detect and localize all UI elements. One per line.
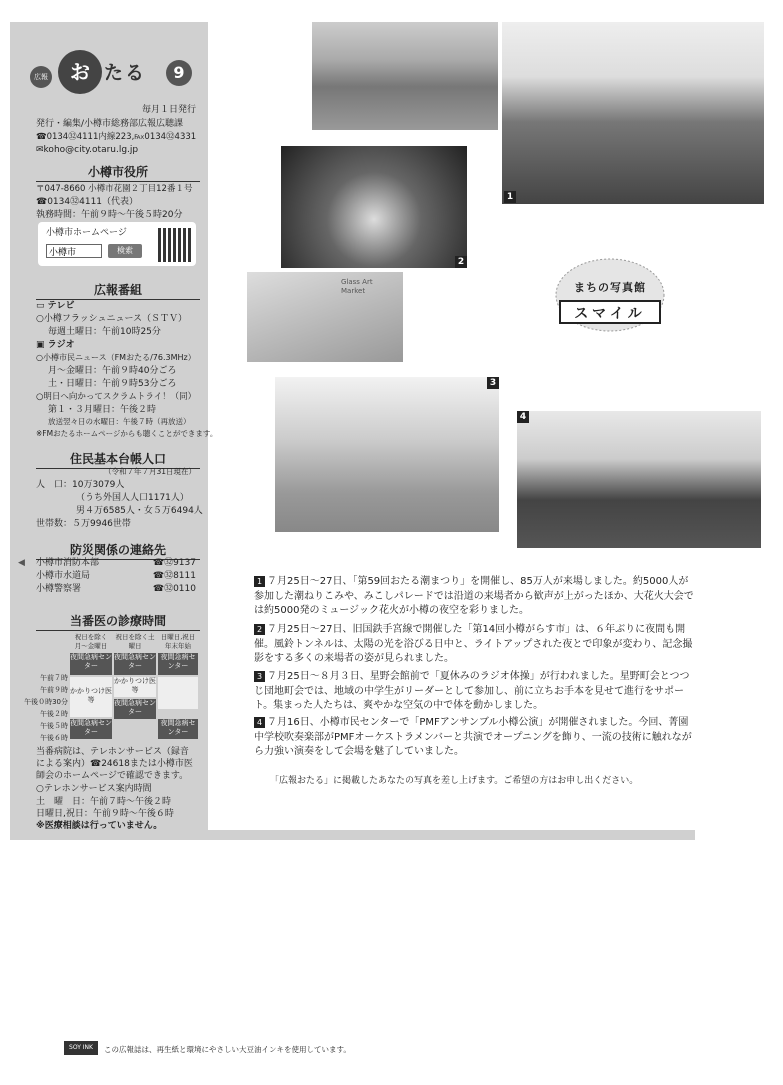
population-date: （令和７年７月31日現在） xyxy=(103,467,196,476)
contact-name: 小樽警察署 xyxy=(36,584,82,594)
radio-program-2: ○明日へ向かってスクラムトライ！（同） xyxy=(36,392,197,402)
soy-ink-mark: SOY INK xyxy=(64,1041,98,1055)
medical-warning: ※医療相談は行っていません。 xyxy=(36,821,163,831)
email: ✉koho@city.otaru.lg.jp xyxy=(36,145,139,155)
tv-time: 毎週土曜日：午前10時25分 xyxy=(48,327,161,337)
logo-o-circle: お xyxy=(58,50,102,94)
caption-number: 2 xyxy=(254,624,265,635)
clinic-note-3: 師会のホームページで確認できます。 xyxy=(36,771,189,781)
holiday-late-emergency: 夜間急病センター xyxy=(158,719,198,739)
photo-festival-float xyxy=(502,22,764,204)
homepage-search-box xyxy=(38,222,196,266)
saturday-early-emergency: 夜間急病センター xyxy=(114,653,156,675)
clinic-time-label: 午後０時30分 xyxy=(24,698,68,706)
radio-time-rebroadcast: 放送翌々日の水曜日：午後７時（再放送） xyxy=(48,417,191,426)
population-heading: 住民基本台帳人口 xyxy=(36,450,200,469)
homepage-label: 小樽市ホームページ xyxy=(46,228,127,238)
stamp-bottom-text: スマイル xyxy=(574,306,646,322)
tel-fax: ☎0134㉜4111内線223,℻0134㉜4331 xyxy=(36,132,197,142)
photo-offer-note: 「広報おたる」に掲載したあなたの写真を差し上げます。ご希望の方はお申し出ください。 xyxy=(270,776,639,786)
clinic-time-label: 午前９時 xyxy=(40,686,68,694)
publisher: 発行・編集/小樽市総務部広報広聴課 xyxy=(36,119,184,129)
population-gender: 男４万6585人・女５万6494人 xyxy=(76,506,203,516)
photo-2-label: 2 xyxy=(455,256,467,268)
caption-number: 1 xyxy=(254,576,265,587)
clinic-time-label: 午後２時 xyxy=(40,710,68,718)
weekday-early-emergency: 夜間急病センター xyxy=(70,653,112,675)
radio-icon: ▣ xyxy=(36,340,48,350)
tv-label: ▭ テレビ xyxy=(36,301,75,311)
disaster-heading: 防災関係の連絡先 xyxy=(36,541,200,560)
clinic-time-label: 午後５時 xyxy=(40,722,68,730)
stamp-top-text: まちの写真館 xyxy=(574,281,646,294)
radio-program: ○小樽市民ニュース（FMおたる/76.3MHz） xyxy=(36,353,196,362)
tv-icon: ▭ xyxy=(36,301,48,311)
col-saturday: 祝日を除く土曜日 xyxy=(115,633,155,650)
saturday-afternoon-emergency: 夜間急病センター xyxy=(114,699,156,719)
col-weekday: 祝日を除く月〜金曜日 xyxy=(74,633,108,650)
caption-3 xyxy=(254,670,694,714)
caption-text: ７月16日、小樽市民センターで「PMFアンサンブル小樽公演」が開催されました。今回、菁園中学校吹奏楽部がPMFオーケストラメンバーと共演でオープニングを飾り、一流の技術に触れながら力強い演奏をして会場を魅了していました。 xyxy=(254,717,692,758)
clinic-time-label: 午前７時 xyxy=(40,674,68,682)
col-holiday: 日曜日,祝日年末年始 xyxy=(160,633,196,650)
caption-4 xyxy=(254,716,694,760)
photo-parade xyxy=(312,22,498,130)
logo-badge: 広報 xyxy=(30,66,52,88)
caption-2 xyxy=(254,623,694,667)
eco-ink-note: この広報誌は、再生紙と環境にやさしい大豆油インキを使用しています。 xyxy=(104,1045,351,1054)
weekday-family-doctor: かかりつけ医等 xyxy=(70,677,112,717)
city-office-heading: 小樽市役所 xyxy=(36,163,200,182)
photo-glass-market xyxy=(247,272,403,362)
caption-number: 3 xyxy=(254,671,265,682)
city-tel: ☎0134㉜4111（代表） xyxy=(36,197,139,207)
caption-text: ７月25日〜８月３日、星野会館前で「夏休みのラジオ体操」が行われました。星野町会とつつじ団地町会では、地域の中学生がリーダーとして参加し、前に立ちお手本を見せて進行をサポート。集まった人たちは、爽やかな空気の中で体を動かしました。 xyxy=(254,671,690,712)
broadcast-heading: 広報番組 xyxy=(36,281,200,300)
service-heading: ○テレホンサービス案内時間 xyxy=(36,784,152,794)
photo-1-label: 1 xyxy=(504,191,516,203)
population-foreign: （うち外国人人口1171人） xyxy=(76,493,189,503)
photo-concert xyxy=(517,411,761,548)
radio-note: ※FMおたるホームページからも聴くことができます。 xyxy=(36,429,218,438)
clinic-note-1: 当番病院は、テレホンサービス（録音 xyxy=(36,747,189,757)
population-total: 人 口：10万3079人 xyxy=(36,480,125,490)
caption-text: ７月25日〜27日、「第59回おたる潮まつり」を開催し、85万人が来場しました。約5000人が参加した潮ねりこみや、みこしパレードでは沿道の来場者から歓声が上がったほか、大花火大会では約5000発のミュージック花火が小樽の夜空を彩りました。 xyxy=(254,576,694,617)
contact-name: 小樽市消防本部 xyxy=(36,558,100,568)
search-button[interactable]: 検索 xyxy=(108,244,142,258)
radio-time-weekend: 土・日曜日：午前９時53分ごろ xyxy=(48,379,177,389)
caption-text: ７月25日〜27日、旧国鉄手宮線で開催した「第14回小樽がらす市」は、６年ぶりに夜間も開催。風鈴トンネルは、太陽の光を浴びる日中と、ライトアップされた夜とで印象が変わり、記念撮影をする多くの来場者の姿が見られました。 xyxy=(254,624,693,665)
service-saturday: 土 曜 日：午前７時〜午後２時 xyxy=(36,797,172,807)
homepage-search-input[interactable] xyxy=(46,244,102,258)
qr-code-icon xyxy=(158,228,192,262)
weekday-late-emergency: 夜間急病センター xyxy=(70,719,112,739)
clinic-heading: 当番医の診療時間 xyxy=(36,612,200,631)
contact-name: 小樽市水道局 xyxy=(36,571,91,581)
photo-4-label: 4 xyxy=(517,411,529,423)
city-hours: 執務時間：午前９時〜午後５時20分 xyxy=(36,210,183,220)
frequency: 毎月１日発行 xyxy=(141,105,196,115)
radio-label: ▣ ラジオ xyxy=(36,340,75,350)
issue-number: 9 xyxy=(166,60,192,86)
logo-text: たる xyxy=(104,62,147,84)
radio-time-monday: 第１・３月曜日：午後２時 xyxy=(48,405,157,415)
saturday-family-doctor: かかりつけ医等 xyxy=(114,677,156,697)
holiday-early-emergency: 夜間急病センター xyxy=(158,653,198,675)
radio-time-weekday: 月〜金曜日：午前９時40分ごろ xyxy=(48,366,177,376)
holiday-blank xyxy=(158,677,198,709)
photo-gallery-stamp xyxy=(552,253,668,337)
masthead-logo xyxy=(30,48,190,100)
photo-3-label: 3 xyxy=(487,377,499,389)
page-arrow-icon: ◀ xyxy=(18,558,25,568)
photo-wind-chime-tunnel xyxy=(281,146,467,268)
contact-tel: ☎㉜0110 xyxy=(152,584,196,594)
clinic-note-2: による案内）☎24618または小樽市医 xyxy=(36,759,193,769)
contact-tel: ☎㉜8111 xyxy=(152,571,196,581)
population-households: 世帯数：５万9946世帯 xyxy=(36,519,131,529)
clinic-schedule-table xyxy=(70,633,198,739)
service-sunday: 日曜日,祝日：午前９時〜午後６時 xyxy=(36,809,174,819)
city-address: 〒047-8660 小樽市花園２丁目12番１号 xyxy=(36,184,193,194)
glass-market-sign: Glass Art Market xyxy=(341,278,373,295)
clinic-time-label: 午後６時 xyxy=(40,734,68,742)
stamp-graphic xyxy=(552,253,668,337)
tv-program: ○小樽フラッシュニュース（ＳＴＶ） xyxy=(36,314,188,324)
caption-number: 4 xyxy=(254,717,265,728)
contact-tel: ☎㉜9137 xyxy=(152,558,196,568)
caption-1 xyxy=(254,575,694,619)
photo-radio-exercise xyxy=(275,377,499,532)
